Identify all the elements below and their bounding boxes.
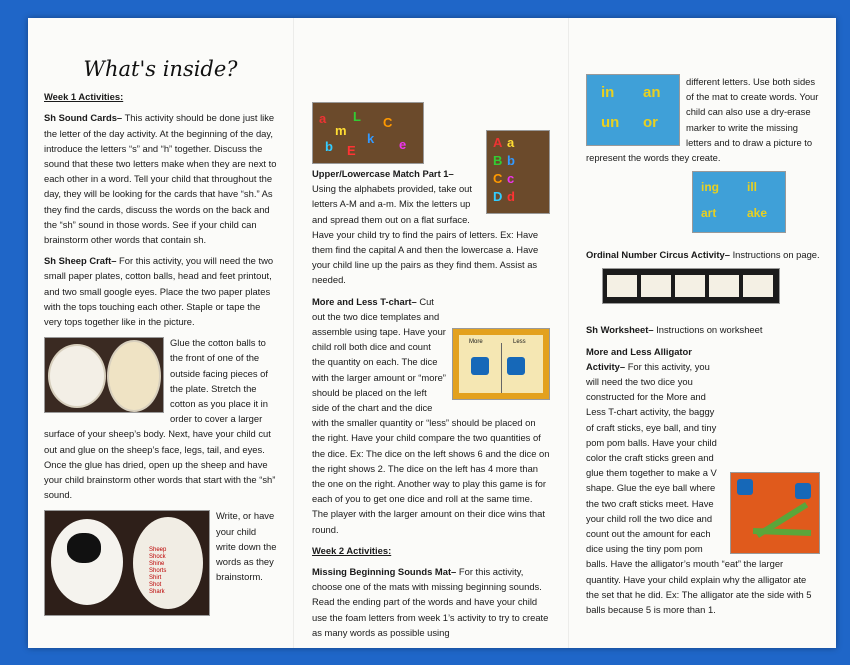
worksheet-heading: Sh Worksheet–: [586, 324, 654, 336]
mat-word: an: [643, 84, 661, 101]
plate-word: Shirt: [149, 575, 162, 582]
worksheet-text: Instructions on worksheet: [653, 324, 763, 336]
tchart-label-less: Less: [513, 338, 526, 345]
week-2-heading: Week 2 Activities:: [312, 544, 392, 556]
circus-text: Instructions on page.: [729, 249, 820, 261]
sheep-word-plate: [133, 517, 203, 609]
column-left: [44, 18, 277, 648]
mats-text: For this activity, choose one of the mats with missing beginning sounds. Read the ending part of the words and have your child use the foam letters from week 1’s activity to try to create as many words as possible using: [312, 566, 549, 638]
mats-paragraph: [312, 564, 550, 640]
mat-word: un: [601, 114, 620, 131]
circus-train-photo: [602, 268, 780, 304]
mats-heading: Missing Beginning Sounds Mat–: [312, 566, 457, 578]
plate-word: Shock: [149, 554, 166, 561]
sheep-words-block: [44, 508, 277, 596]
mat-word: or: [643, 114, 658, 131]
page-title: What's inside?: [83, 57, 238, 81]
mat-photo-1: [586, 74, 680, 146]
mat-word: ake: [747, 206, 768, 221]
sheep-plates-block: [44, 335, 277, 502]
column-right: [586, 68, 820, 648]
sheep-text: For this activity, you will need the two small paper plates, cotton balls, head and feet printout, and two small google eyes. Place the two paper plates with the tops touching each other. Staple or tape the very tops together like in the picture.: [44, 255, 274, 328]
plate-word: Shine: [149, 561, 165, 568]
sh-cards-text: This activity should be done just like the letter of the day activity. At the beginning of the day, introduce the letters “s” and “h” together. Discuss the sound that these two letters make when they are next to each other in a word. Tell your child that throughout the day, they will be looking for the cards that have “sh.” As they find the cards, discuss the words on the back and the “sh” sound in those words. See if your child can brainstorm other words that contain sh.: [44, 112, 277, 246]
mat-word: art: [701, 206, 717, 221]
sheep-heading: Sh Sheep Craft–: [44, 255, 117, 267]
tchart-text: Cut out the two dice templates and assemble using tape. Have your child roll both dice and count the quantity on each. The dice with the larger amount or “more” should be placed on the left side of the chart and the dice with the smaller quantity or “less” should be placed on the right. Have your child compare the two quantities of the dice. Ex: The dice on the left shows 6 and the dice on the right shows 2. The dice on the left has 4 more than the one on the right. Another way to play this game is for each of you to get one dice and roll at the same time. The player with the larger amount on their dice wins that round.: [312, 295, 550, 535]
tchart-sheet: [459, 335, 543, 393]
plate-image: [48, 344, 106, 408]
sheep-paragraph: [44, 253, 277, 329]
sheep-write-text: Write, or have your child write down the words as they brainstorm.: [216, 510, 277, 583]
brochure-sheet: [28, 18, 836, 648]
circus-paragraph: [586, 247, 820, 262]
dice-image: [507, 357, 525, 375]
week-1-heading: Week 1 Activities:: [44, 91, 124, 103]
dice-image: [471, 357, 489, 375]
dice-image: [737, 479, 753, 495]
mats-continued: different letters. Use both sides of the mat to create words. Your child can also use a dry-erase marker to write the missing letters and to draw a picture to represent the words they create.: [586, 76, 819, 164]
tchart-heading: More and Less T-chart–: [312, 295, 417, 307]
alligator-heading: More and Less Alligator Activity–: [586, 345, 692, 372]
worksheet-paragraph: [586, 322, 820, 337]
plate-word: Shark: [149, 589, 165, 596]
fold-line: [293, 18, 294, 648]
plate-word: Shorts: [149, 568, 167, 575]
plate-word: Sheep: [149, 547, 167, 554]
foam-letters-photo: a m L k C e b E: [312, 102, 424, 164]
mat-word: ing: [701, 180, 719, 195]
tchart-label-more: More: [469, 338, 483, 345]
dice-image: [795, 483, 811, 499]
column-middle: [312, 68, 550, 648]
plate-word: Shot: [149, 582, 162, 589]
mat-photo-2: [692, 171, 786, 233]
sh-cards-heading: Sh Sound Cards–: [44, 112, 123, 124]
paper-plates-photo: [44, 337, 164, 413]
alligator-text: For this activity, you will need the two dice you constructed for the More and Less T-chart activity, the baggy of craft sticks, eye ball, and tiny pom pom balls. Have your child color the craft sticks green and glue them together to make a V shape. Glue the eye ball where the two craft sticks meet. Have your child roll the two dice and count out the amount for each dice using the tiny pom pom balls. Have the alligator’s mouth “eat” the larger quantity. Have your child explain why the alligator ate the set that he did. Ex: The alligator ate the side with 5 balls because 5 is more than 1.: [586, 360, 812, 616]
sheep-craft-photo: [44, 510, 210, 616]
circus-heading: Ordinal Number Circus Activity–: [586, 249, 730, 261]
fold-line: [568, 18, 569, 648]
sh-cards-paragraph: [44, 110, 277, 247]
mat-word: in: [601, 84, 615, 101]
letter-pairs-photo: A a B b C c D d: [486, 130, 550, 214]
mat-word: ill: [747, 180, 758, 195]
tchart-photo: [452, 328, 550, 400]
middle-flow: [312, 68, 550, 646]
sheep-glue-text: Glue the cotton balls to the front of one of the outside facing pieces of the plate. Stretch the cotton as you place it in order to cover a larger surface of your sheep’s body. Next, have your child cut out and glue on the sheep’s face, legs, tail, and eyes. Once the glue has dried, open up the sheep and have your child brainstorm other words that start with the “sh” sound.: [44, 337, 276, 501]
sheep-face: [67, 533, 101, 563]
upper-lower-heading: Upper/Lowercase Match Part 1–: [312, 168, 454, 179]
alligator-photo: [730, 472, 820, 554]
upper-lower-text: Using the alphabets provided, take out letters A-M and a-m. Mix the letters up and spread them out on a flat surface. Have your child try to find the pairs of letters. Ex: Have them find the capital A and then the lowercase a. Have your child line up the pairs as they find them. Assist as needed.: [312, 183, 539, 286]
plate-image: [107, 340, 161, 412]
